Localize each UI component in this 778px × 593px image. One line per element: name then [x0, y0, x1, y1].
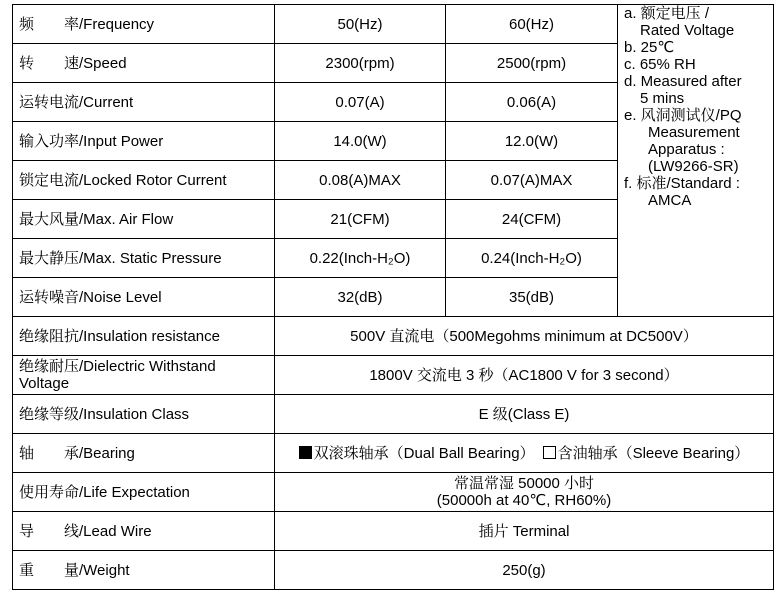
row-label-dielectric-withstand [13, 356, 275, 395]
table-row [13, 512, 774, 551]
current-value-1: 0.07(A) [275, 83, 446, 122]
row-label-frequency: 频 率/Frequency [13, 5, 275, 44]
input-power-value-1: 14.0(W) [275, 122, 446, 161]
locked-rotor-value-1: 0.08(A)MAX [275, 161, 446, 200]
table-row [13, 5, 774, 44]
note-e [624, 107, 767, 175]
note-f [624, 175, 767, 209]
checked-box-icon[interactable] [299, 446, 312, 459]
table-row [13, 473, 774, 512]
weight-value: 250(g) [275, 551, 774, 590]
unchecked-box-icon[interactable] [543, 446, 556, 459]
row-label-locked-rotor-current: 锁定电流/Locked Rotor Current [13, 161, 275, 200]
row-label-noise-level: 运转噪音/Noise Level [13, 278, 275, 317]
row-label-speed: 转 速/Speed [13, 44, 275, 83]
note-d [624, 73, 767, 107]
current-value-2: 0.06(A) [446, 83, 618, 122]
static-pressure-value-1: 0.22(Inch-H₂O) [275, 239, 446, 278]
note-b: b. 25℃ [624, 39, 675, 56]
note-f-line2: AMCA [648, 192, 692, 209]
row-label-lead-wire: 导 线/Lead Wire [13, 512, 275, 551]
test-conditions-notes [618, 5, 774, 317]
row-label-insulation-resistance: 绝缘阻抗/Insulation resistance [13, 317, 275, 356]
dielectric-withstand-value: 1800V 交流电 3 秒（AC1800 V for 3 second） [275, 356, 774, 395]
bearing-option-dual-ball: 双滚珠轴承（Dual Ball Bearing） [313, 444, 535, 462]
table-row [13, 395, 774, 434]
note-e-line4: (LW9266-SR) [648, 158, 739, 175]
row-label-insulation-class: 绝缘等级/Insulation Class [13, 395, 275, 434]
row-label-current: 运转电流/Current [13, 83, 275, 122]
bearing-option-sleeve: 含油轴承（Sleeve Bearing） [557, 444, 750, 462]
life-expectation-value [275, 473, 774, 512]
row-label-input-power: 输入功率/Input Power [13, 122, 275, 161]
row-label-static-pressure: 最大静压/Max. Static Pressure [13, 239, 275, 278]
note-e-line1: e. 风洞测试仪/PQ [624, 107, 742, 124]
note-e-line2: Measurement [648, 124, 740, 141]
table-row [13, 434, 774, 473]
air-flow-value-1: 21(CFM) [275, 200, 446, 239]
dielectric-label-line2: Voltage [19, 375, 70, 392]
row-label-weight: 重 量/Weight [13, 551, 275, 590]
life-value-line2: (50000h at 40℃, RH60%) [436, 492, 612, 509]
note-a-line1: a. 额定电压 / [624, 5, 710, 22]
lead-wire-value: 插片 Terminal [275, 512, 774, 551]
insulation-class-value: E 级(Class E) [275, 395, 774, 434]
bearing-options [275, 434, 774, 473]
spec-table [12, 4, 774, 590]
speed-value-2: 2500(rpm) [446, 44, 618, 83]
row-label-bearing: 轴 承/Bearing [13, 434, 275, 473]
note-d-line2: 5 mins [640, 90, 685, 107]
note-c: c. 65% RH [624, 56, 696, 73]
frequency-value-2: 60(Hz) [446, 5, 618, 44]
dielectric-label-line1: 绝缘耐压/Dielectric Withstand [19, 358, 216, 375]
note-f-line1: f. 标准/Standard : [624, 175, 740, 192]
note-d-line1: d. Measured after [624, 73, 742, 90]
air-flow-value-2: 24(CFM) [446, 200, 618, 239]
input-power-value-2: 12.0(W) [446, 122, 618, 161]
table-row [13, 317, 774, 356]
insulation-resistance-value: 500V 直流电（500Megohms minimum at DC500V） [275, 317, 774, 356]
speed-value-1: 2300(rpm) [275, 44, 446, 83]
row-label-life-expectation: 使用寿命/Life Expectation [13, 473, 275, 512]
life-value-line1: 常温常湿 50000 小时 [453, 475, 595, 492]
row-label-air-flow: 最大风量/Max. Air Flow [13, 200, 275, 239]
static-pressure-value-2: 0.24(Inch-H₂O) [446, 239, 618, 278]
noise-level-value-1: 32(dB) [275, 278, 446, 317]
table-row [13, 551, 774, 590]
table-row [13, 356, 774, 395]
note-e-line3: Apparatus : [648, 141, 725, 158]
frequency-value-1: 50(Hz) [275, 5, 446, 44]
locked-rotor-value-2: 0.07(A)MAX [446, 161, 618, 200]
noise-level-value-2: 35(dB) [446, 278, 618, 317]
note-a-line2: Rated Voltage [640, 22, 735, 39]
note-a [624, 5, 767, 39]
